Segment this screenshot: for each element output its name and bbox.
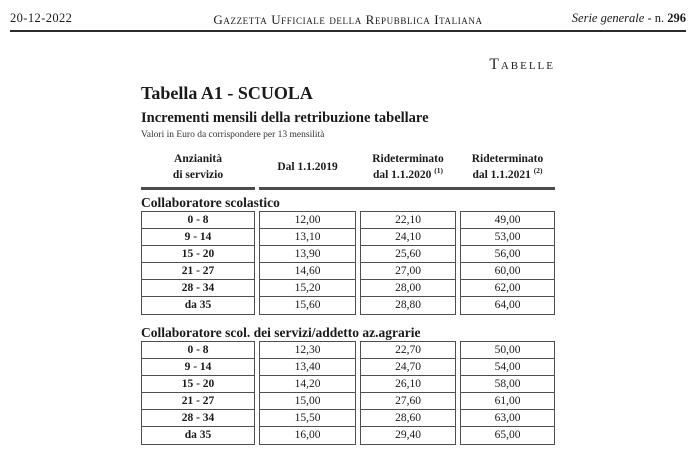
seniority-cell: 9 - 14 — [142, 359, 254, 376]
table-header-row — [141, 148, 555, 187]
seniority-cell: 28 - 34 — [142, 410, 254, 427]
table-column — [259, 211, 356, 315]
series-label: Serie generale — [571, 11, 645, 25]
seniority-cell: 15 - 20 — [142, 246, 254, 263]
series-separator: - n. — [647, 11, 665, 25]
masthead-double-rule — [10, 30, 686, 32]
value-cell: 62,00 — [461, 280, 554, 297]
column-header-line: Anzianità — [174, 153, 222, 166]
value-cell: 24,10 — [361, 229, 455, 246]
header-rule-segment — [259, 187, 555, 190]
value-cell: 15,50 — [260, 410, 355, 427]
seniority-cell: 0 - 8 — [142, 342, 254, 359]
value-cell: 12,00 — [260, 212, 355, 229]
table-column — [141, 341, 255, 445]
seniority-cell: 28 - 34 — [142, 280, 254, 297]
value-cell: 29,40 — [395, 429, 421, 441]
footnote-marker: (2) — [533, 165, 543, 175]
value-cell: 22,10 — [361, 212, 455, 229]
value-cell: 58,00 — [461, 376, 554, 393]
value-cell: 15,60 — [294, 299, 321, 311]
value-cell: 56,00 — [461, 246, 554, 263]
header-rule-segment — [141, 187, 255, 190]
value-cell: 14,60 — [260, 263, 355, 280]
section-heading-collaboratore-scolastico: Collaboratore scolastico — [141, 195, 280, 210]
value-cell: 50,00 — [461, 342, 554, 359]
value-cell: 60,00 — [461, 263, 554, 280]
column-header-2021 — [460, 148, 555, 187]
value-cell: 27,00 — [361, 263, 455, 280]
value-cell: 27,60 — [361, 393, 455, 410]
value-cell: 15,00 — [260, 393, 355, 410]
value-cell: 16,00 — [294, 429, 321, 441]
tabelle-section-label: Tabelle — [489, 56, 555, 73]
value-cell: 28,00 — [361, 280, 455, 297]
table-column — [141, 211, 255, 315]
column-header-line: dal 1.1.2020 $^{(1)}$ — [372, 165, 444, 181]
value-cell: 13,40 — [260, 359, 355, 376]
value-cell: 53,00 — [461, 229, 554, 246]
seniority-cell: da 35 — [184, 429, 212, 441]
table-column — [259, 341, 356, 445]
table-subtitle: Incrementi mensili della retribuzione tabellare — [141, 110, 429, 126]
column-header-seniority — [141, 148, 255, 187]
seniority-cell: 0 - 8 — [142, 212, 254, 229]
value-cell: 63,00 — [461, 410, 554, 427]
column-header-line: Rideterminato — [471, 153, 544, 166]
value-cell: 13,10 — [260, 229, 355, 246]
seniority-cell: da 35 — [184, 299, 212, 311]
column-header-2020 — [360, 148, 456, 187]
table-collaboratore-servizi-agrarie — [141, 341, 555, 445]
value-cell: 65,00 — [494, 429, 521, 441]
table-title: Tabella A1 - SCUOLA — [141, 83, 313, 103]
table-collaboratore-scolastico — [141, 211, 555, 315]
value-cell: 61,00 — [461, 393, 554, 410]
column-header-line: dal 1.1.2021 $^{(2)}$ — [472, 165, 543, 181]
seniority-cell: 21 - 27 — [142, 393, 254, 410]
masthead-journal-title: Gazzetta Ufficiale della Repubblica Italiana — [213, 12, 483, 27]
value-cell: 12,30 — [260, 342, 355, 359]
value-cell: 28,60 — [361, 410, 455, 427]
series-number: 296 — [667, 11, 686, 25]
value-cell: 13,90 — [260, 246, 355, 263]
column-header-line: di servizio — [172, 168, 224, 181]
column-header-2019 — [259, 148, 356, 187]
value-cell: 26,10 — [361, 376, 455, 393]
value-cell: 22,70 — [361, 342, 455, 359]
value-cell: 25,60 — [361, 246, 455, 263]
value-cell: 14,20 — [260, 376, 355, 393]
table-column — [360, 341, 456, 445]
seniority-cell: 15 - 20 — [142, 376, 254, 393]
value-cell: 64,00 — [494, 299, 521, 311]
value-cell: 54,00 — [461, 359, 554, 376]
column-header-line: Dal 1.1.2019 — [277, 160, 338, 173]
value-cell: 49,00 — [461, 212, 554, 229]
table-header-rule — [141, 187, 555, 190]
table-note: Valori in Euro da corrispondere per 13 mensilità — [141, 130, 325, 140]
seniority-cell: 9 - 14 — [142, 229, 254, 246]
table-column — [460, 341, 555, 445]
value-cell: 24,70 — [361, 359, 455, 376]
value-cell: 28,80 — [395, 299, 421, 311]
table-column — [360, 211, 456, 315]
table-column — [460, 211, 555, 315]
masthead-date: 20-12-2022 — [10, 11, 73, 25]
masthead-series — [572, 11, 686, 26]
value-cell: 15,20 — [260, 280, 355, 297]
section-heading-collaboratore-servizi-agrarie: Collaboratore scol. dei servizi/addetto az.agrarie — [141, 325, 421, 340]
column-header-line: Rideterminato — [372, 153, 444, 166]
footnote-marker: (1) — [434, 165, 444, 175]
seniority-cell: 21 - 27 — [142, 263, 254, 280]
